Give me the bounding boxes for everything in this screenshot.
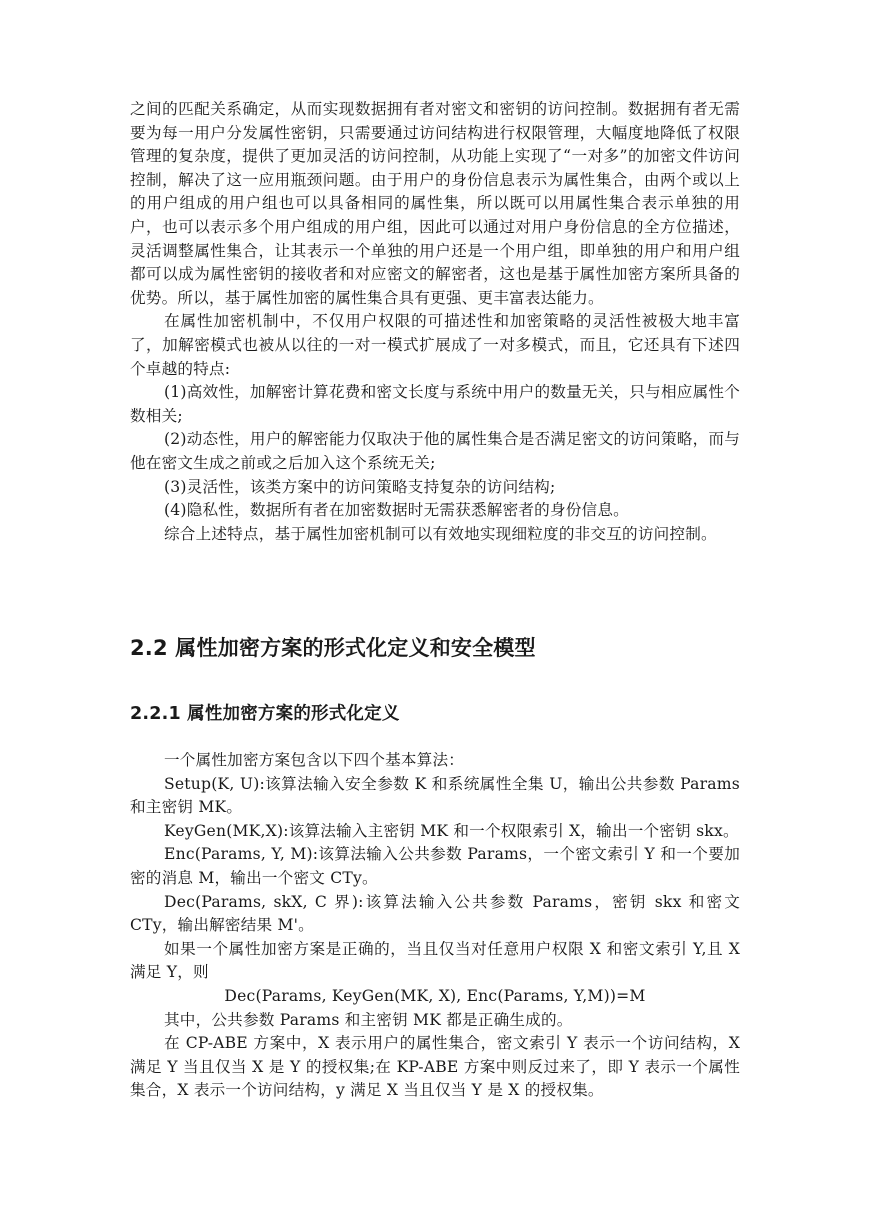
paragraph-lead: 一个属性加密方案包含以下四个基本算法：	[164, 751, 465, 769]
subsection-heading: 2.2.1 属性加密方案的形式化定义	[130, 704, 400, 724]
feature-efficiency: (1)高效性，加解密计算花费和密文长度与系统中用户的数量无关，只与相应属性个数相关;	[130, 383, 740, 425]
section-heading: 2.2 属性加密方案的形式化定义和安全模型	[130, 636, 536, 660]
intro-block	[130, 98, 740, 546]
paragraph-mechanism: 在属性加密机制中，不仅用户权限的可描述性和加密策略的灵活性被极大地丰富了，加解密模式也被从以往的一对一模式扩展成了一对多模式，而且，它还具有下述四个卓越的特点:	[130, 312, 740, 378]
feature-dynamic: (2)动态性，用户的解密能力仅取决于他的属性集合是否满足密文的访问策略，而与他在密文生成之前或之后加入这个系统无关;	[130, 430, 740, 472]
feature-privacy: (4)隐私性，数据所有者在加密数据时无需获悉解密者的身份信息。	[164, 501, 629, 520]
paragraph-summary: 综合上述特点，基于属性加密机制可以有效地实现细粒度的非交互的访问控制。	[164, 524, 717, 543]
definition-block	[130, 749, 740, 1103]
correctness-equation: Dec(Params, KeyGen(MK, X), Enc(Params, Y,M))=M	[224, 986, 646, 1005]
algorithm-dec: Dec(Params, skX, C 界):该算法输入公共参数 Params，密钥 skx 和密文 CTy，输出解密结果 M'。	[130, 892, 740, 935]
paragraph-access-control: 之间的匹配关系确定，从而实现数据拥有者对密文和密钥的访问控制。数据拥有者无需要为每一用户分发属性密钥，只需要通过访问结构进行权限管理，大幅度地降低了权限管理的复杂度，提供了更加灵活的访问控制，从功能上实现了“一对多”的加密文件访问控制，解决了这一应用瓶颈问题。由于用户的身份信息表示为属性集合，由两个或以上的用户组成的用户组也可以具备相同的属性集，所以既可以用属性集合表示单独的用户，也可以表示多个用户组成的用户组，因此可以通过对用户身份信息的全方位描述，灵活调整属性集合，让其表示一个单独的用户还是一个用户组，即单独的用户和用户组都可以成为属性密钥的接收者和对应密文的解密者，这也是基于属性加密方案所具备的优势。所以，基于属性加密的属性集合具有更强、更丰富表达能力。	[130, 100, 740, 307]
paragraph-cp-kp-abe: 在 CP-ABE 方案中，X 表示用户的属性集合，密文索引 Y 表示一个访问结构，X 满足 Y 当且仅当 X 是 Y 的授权集;在 KP-ABE 方案中则反过来了，即 Y 表示一个属性集合，X 表示一个访问结构，y 满足 X 当且仅当 Y 是 X 的授权集。	[130, 1034, 740, 1100]
feature-flexibility: (3)灵活性，该类方案中的访问策略支持复杂的访问结构;	[164, 477, 556, 496]
algorithm-keygen: KeyGen(MK,X):该算法输入主密钥 MK 和一个权限索引 X，输出一个密钥 skx。	[164, 821, 739, 840]
paragraph-note: 其中，公共参数 Params 和主密钥 MK 都是正确生成的。	[164, 1010, 573, 1029]
paragraph-correctness: 如果一个属性加密方案是正确的，当且仅当对任意用户权限 X 和密文索引 Y,且 X 满足 Y，则	[130, 939, 740, 982]
algorithm-enc: Enc(Params, Y, M):该算法输入公共参数 Params，一个密文索引 Y 和一个要加密的消息 M，输出一个密文 CTy。	[130, 845, 740, 887]
algorithm-setup: Setup(K, U):该算法输入安全参数 K 和系统属性全集 U，输出公共参数 Params 和主密钥 MK。	[130, 774, 740, 817]
